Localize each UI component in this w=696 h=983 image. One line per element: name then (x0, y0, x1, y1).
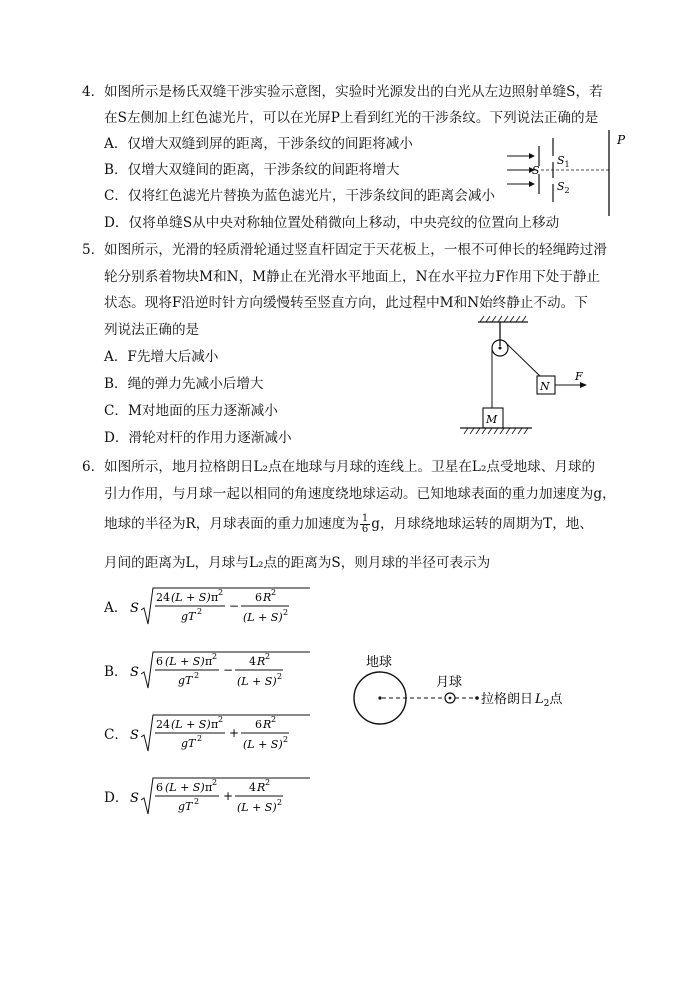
q5-number: 5． (82, 242, 105, 258)
symbol-s: S (130, 665, 139, 680)
denominator2-ls: (L + S) (243, 738, 283, 751)
numerator2-r: R (263, 591, 272, 604)
q5-stem-line1: 5．如图所示，光滑的轻质滑轮通过竖直杆固定于天花板上，一根不可伸长的轻绳跨过滑 (82, 242, 607, 258)
q5-option-c[interactable]: C．M对地面的压力逐渐减小 (104, 403, 278, 419)
numerator-pi: π (211, 591, 219, 604)
operator-sign: − (229, 599, 240, 613)
numerator-pi: π (205, 781, 213, 794)
denominator-exp: 2 (194, 671, 200, 680)
earth-center (378, 696, 381, 699)
numerator2-r: R (257, 655, 266, 668)
numerator2-coef: 6 (255, 718, 262, 731)
q6-option-formula (128, 711, 313, 759)
q6-option-label: C． (104, 727, 128, 743)
q4-stem-line2: 在S左侧加上红色滤光片，可以在光屏P上看到红光的干涉条纹。下列说法正确的是 (104, 110, 599, 126)
q6-option-a[interactable] (104, 584, 314, 632)
moon-center (449, 697, 452, 700)
numerator-coef: 6 (156, 781, 163, 794)
q5-option-a[interactable]: A．F先增大后减小 (104, 349, 219, 365)
label-s1: $S_1$ (557, 154, 570, 169)
q6-stem-line2: 引力作用，与月球一起以相同的角速度绕地球运动。已知地球表面的重力加速度为g， (104, 486, 616, 502)
q6-option-b[interactable] (104, 648, 314, 696)
q6-option-formula (128, 584, 313, 632)
denominator-exp: 2 (197, 734, 203, 743)
q6-stem-line1: 6．如图所示，地月拉格朗日L₂点在地球与月球的连线上。卫星在L₂点受地球、月球的 (82, 459, 596, 475)
label-earth: 地球 (366, 655, 393, 670)
q5-stem-line4: 列说法正确的是 (104, 322, 200, 338)
numerator-coef: 6 (156, 655, 163, 668)
denominator-gt: gT (178, 800, 193, 813)
q4-option-a[interactable]: A．仅增大双缝到屏的距离，干涉条纹的间距将减小 (104, 136, 413, 152)
pulley-figure (460, 316, 600, 436)
numerator-exp: 2 (218, 588, 224, 597)
numerator-pi: π (205, 655, 213, 668)
numerator-exp: 2 (212, 652, 218, 661)
q5-stem-line2: 轮分别系着物块M和N，M静止在光滑水平地面上，N在水平拉力F作用下处于静止 (104, 269, 601, 285)
rope-to-n (506, 343, 542, 378)
ceiling-hatch (480, 316, 526, 322)
operator-sign: + (223, 789, 234, 803)
earth-moon-figure (350, 650, 590, 730)
q6-stem-line4: 月间的距离为L，月球与L₂点的距离为S，则月球的半径可表示为 (104, 555, 491, 571)
q6-option-label: D． (104, 790, 129, 806)
denominator-exp: 2 (197, 607, 203, 616)
fraction-one-sixth: $\frac{1}{6}$ (361, 513, 369, 535)
l2-point (475, 696, 479, 700)
arrow-head-bottom (529, 181, 535, 187)
q5-stem-line3: 状态。现将F沿逆时针方向缓慢转至竖直方向，此过程中M和N始终静止不动。下 (104, 295, 588, 311)
q6-option-label: A． (104, 600, 128, 616)
numerator2-r: R (263, 718, 272, 731)
label-m: M (486, 413, 498, 426)
operator-sign: − (223, 663, 234, 677)
numerator-pi: π (211, 718, 219, 731)
q6-number: 6． (82, 459, 105, 475)
denominator-exp: 2 (194, 797, 200, 806)
q6-option-formula (128, 774, 313, 822)
numerator-exp: 2 (218, 715, 224, 724)
q4-option-d[interactable]: D．仅将单缝S从中央对称轴位置处稍微向上移动，中央亮纹的位置向上移动 (104, 215, 560, 231)
q6-option-c[interactable] (104, 711, 314, 759)
double-slit-figure (505, 128, 635, 218)
numerator2-exp: 2 (271, 588, 277, 597)
operator-sign: + (229, 726, 240, 740)
label-l2: 拉格朗日 $L_2$点 (481, 692, 563, 709)
q5-option-b[interactable]: B．绳的弹力先减小后增大 (104, 376, 264, 392)
denominator-gt: gT (181, 610, 196, 623)
q5-option-d[interactable]: D．滑轮对杆的作用力逐渐减小 (104, 430, 292, 446)
q6-option-label: B． (104, 664, 128, 680)
denominator2-exp: 2 (283, 735, 289, 744)
pulley-axle (499, 347, 502, 350)
numerator-coef: 24 (156, 718, 170, 731)
label-p: P (617, 133, 626, 147)
q4-number: 4． (82, 84, 105, 100)
q4-stem-line1: 4．如图所示是杨氏双缝干涉实验示意图，实验时光源发出的白光从左边照射单缝S，若 (82, 84, 603, 100)
numerator-ls: (L + S) (165, 655, 205, 668)
numerator2-coef: 6 (255, 591, 262, 604)
symbol-s: S (130, 601, 139, 616)
q4-option-b[interactable]: B．仅增大双缝间的距离，干涉条纹的间距将增大 (104, 162, 400, 178)
label-n: N (540, 380, 550, 393)
q6-option-formula (128, 648, 313, 696)
numerator-ls: (L + S) (171, 591, 211, 604)
symbol-s: S (130, 791, 139, 806)
numerator-ls: (L + S) (171, 718, 211, 731)
denominator2-ls: (L + S) (243, 611, 283, 624)
numerator2-exp: 2 (265, 652, 271, 661)
denominator2-ls: (L + S) (237, 675, 277, 688)
denominator2-ls: (L + S) (237, 801, 277, 814)
denominator-gt: gT (181, 737, 196, 750)
arrow-head-top (529, 153, 535, 159)
numerator2-exp: 2 (271, 715, 277, 724)
q6-stem-line3: 地球的半径为R，月球表面的重力加速度为 $\frac{1}{6}$ g，月球绕地球运转的周期为T，地、 (104, 513, 593, 535)
label-f: F (575, 370, 583, 383)
label-s2: $S_2$ (557, 180, 570, 195)
q4-option-c[interactable]: C．仅将红色滤光片替换为蓝色滤光片，干涉条纹间的距离会减小 (104, 188, 496, 204)
q6-option-d[interactable] (104, 774, 314, 822)
numerator2-r: R (257, 781, 266, 794)
symbol-s: S (130, 728, 139, 743)
ground-hatch (464, 428, 528, 434)
numerator-ls: (L + S) (165, 781, 205, 794)
label-moon: 月球 (436, 675, 463, 690)
denominator2-exp: 2 (277, 798, 283, 807)
numerator-coef: 24 (156, 591, 170, 604)
numerator2-coef: 4 (249, 655, 256, 668)
denominator-gt: gT (178, 674, 193, 687)
denominator2-exp: 2 (277, 672, 283, 681)
label-s: S (532, 164, 540, 177)
numerator2-coef: 4 (249, 781, 256, 794)
denominator2-exp: 2 (283, 608, 289, 617)
numerator2-exp: 2 (265, 778, 271, 787)
numerator-exp: 2 (212, 778, 218, 787)
